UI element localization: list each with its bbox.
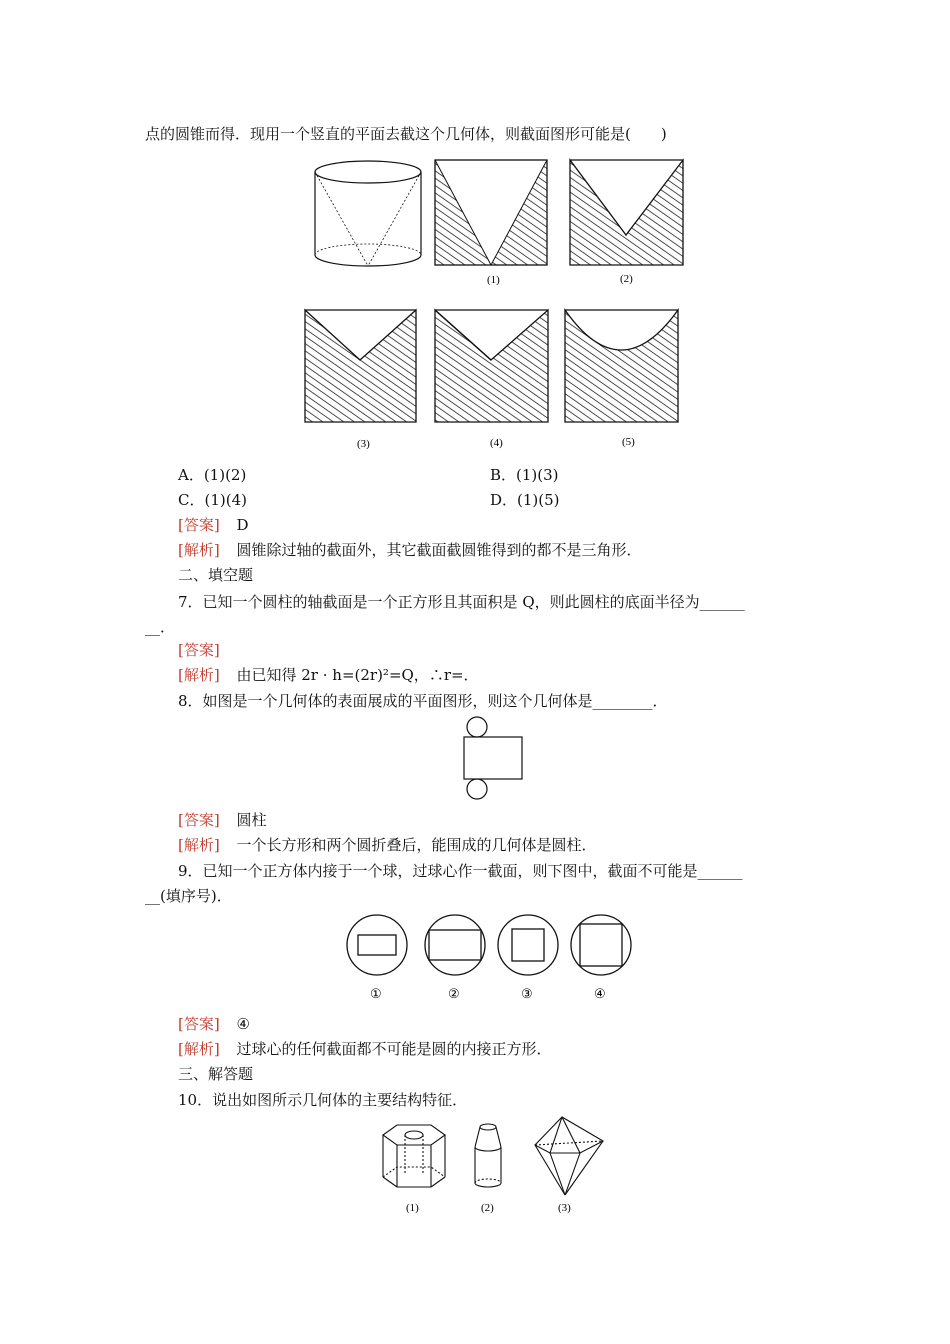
analysis-text: 一个长方形和两个圆折叠后，能围成的几何体是圆柱． — [236, 836, 597, 854]
bottom-circle — [467, 779, 487, 799]
frustum-on-cylinder — [475, 1124, 501, 1187]
q9-stem-line2: __(填序号)． — [145, 887, 232, 905]
q6-answer — [178, 515, 249, 535]
answer-value: D — [236, 516, 249, 534]
cross-section-4 — [435, 310, 548, 422]
option-1-circle-small-rectangle — [347, 915, 407, 975]
q6-option-c: C．(1)(4) — [178, 491, 247, 509]
q8-answer — [178, 810, 267, 830]
q9-stem-line1: 9．已知一个正方体内接于一个球，过球心作一截面，则下图中，截面不可能是______ — [178, 862, 743, 880]
analysis-text: 圆锥除过轴的截面外，其它截面截圆锥得到的都不是三角形． — [236, 541, 642, 559]
double-pyramid — [535, 1117, 603, 1195]
answer-tag: [答案] — [178, 1015, 220, 1033]
net-rectangle — [464, 737, 522, 779]
analysis-tag: [解析] — [178, 666, 220, 684]
answer-value: ④ — [236, 1015, 250, 1033]
top-circle — [467, 717, 487, 737]
q10-figure — [375, 1115, 615, 1220]
caption-3: (3) — [357, 438, 370, 450]
q7-analysis — [178, 665, 479, 685]
option-2-circle-inscribed-rectangle — [425, 915, 485, 975]
q9-analysis — [178, 1039, 552, 1059]
caption-5: (5) — [622, 436, 635, 448]
section-heading-solve: 三、解答题 — [178, 1065, 254, 1083]
analysis-tag: [解析] — [178, 1040, 220, 1058]
cross-section-1 — [435, 160, 547, 265]
analysis-text: 过球心的任何截面都不可能是圆的内接正方形． — [236, 1040, 552, 1058]
caption-1: (1) — [487, 274, 500, 286]
q9-figure — [340, 912, 640, 1004]
caption-2: (2) — [481, 1202, 494, 1214]
q8-analysis — [178, 835, 597, 855]
caption-3: (3) — [558, 1202, 571, 1214]
analysis-tag: [解析] — [178, 541, 220, 559]
cross-section-2 — [570, 160, 683, 265]
q7-stem-line1: 7．已知一个圆柱的轴截面是一个正方形且其面积是 Q，则此圆柱的底面半径为______ — [178, 593, 745, 611]
q6-analysis — [178, 540, 642, 560]
q7-answer — [178, 640, 220, 660]
option-4-circle-inscribed-square — [571, 915, 631, 975]
q6-option-b: B．(1)(3) — [490, 466, 559, 484]
cross-section-5 — [565, 310, 678, 422]
q6-option-d: D．(1)(5) — [490, 491, 560, 509]
caption-4: (4) — [490, 437, 503, 449]
section-heading-fill-in: 二、填空题 — [178, 566, 254, 584]
answer-tag: [答案] — [178, 811, 220, 829]
q8-stem: 8．如图是一个几何体的表面展成的平面图形，则这个几何体是________． — [178, 692, 668, 710]
analysis-tag: [解析] — [178, 836, 220, 854]
q7-stem-line2: __． — [145, 618, 176, 636]
cylinder-with-cone-figure — [315, 161, 421, 266]
caption-1: (1) — [406, 1202, 419, 1214]
q8-net-figure — [460, 716, 526, 802]
answer-tag: [答案] — [178, 516, 220, 534]
cross-section-3 — [305, 310, 416, 422]
q6-option-a: A．(1)(2) — [178, 466, 247, 484]
label-2: ② — [448, 987, 460, 1002]
caption-2: (2) — [620, 273, 633, 285]
hexagonal-prism-with-hole — [383, 1125, 445, 1187]
q6-stem: 点的圆锥而得．现用一个竖直的平面去截这个几何体，则截面图形可能是( ) — [145, 125, 667, 143]
answer-tag: [答案] — [178, 641, 220, 659]
answer-value: 圆柱 — [236, 811, 267, 829]
label-1: ① — [370, 987, 382, 1002]
label-4: ④ — [594, 987, 606, 1002]
q10-stem: 10．说出如图所示几何体的主要结构特征． — [178, 1091, 468, 1109]
q9-answer — [178, 1014, 250, 1034]
option-3-circle-small-square — [498, 915, 558, 975]
label-3: ③ — [521, 987, 533, 1002]
q6-figure — [300, 150, 700, 460]
analysis-text: 由已知得 2r · h=(2r)²=Q，∴r=． — [236, 666, 479, 684]
